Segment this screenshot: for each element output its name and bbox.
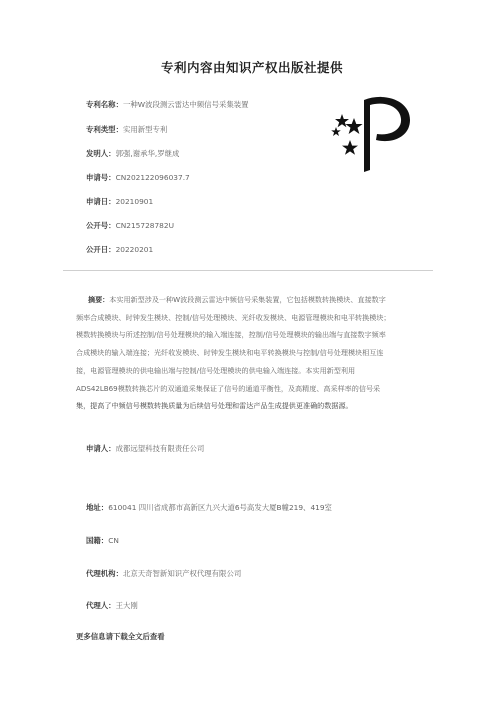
- field-value: 20210901: [115, 197, 154, 206]
- field-publication-number: [86, 221, 174, 231]
- star-icon: [335, 114, 349, 127]
- field-application-number: [86, 173, 190, 183]
- p-emblem-icon: [364, 97, 410, 172]
- field-value: 北京天奇智新知识产权代理有限公司: [122, 569, 242, 578]
- field-label: 申请日：: [86, 197, 116, 206]
- field-label: 申请号：: [86, 173, 116, 182]
- field-publication-date: [86, 245, 153, 255]
- abstract-label: 摘要：: [88, 295, 110, 304]
- field-value: 20220201: [115, 245, 154, 254]
- star-icon: [345, 118, 362, 134]
- abstract-text: 本实用新型涉及一种W波段测云雷达中频信号采集装置，它包括模数转换模块、直接数字: [109, 295, 386, 304]
- field-value: CN: [108, 536, 119, 545]
- field-value: 实用新型专利: [122, 125, 168, 134]
- field-agency: [86, 569, 241, 579]
- abstract-line: 模数转换模块与所述控制/信号处理模块的输入端连接，控制/信号处理模块的输出端与直接数字频率: [76, 330, 386, 340]
- field-label: 发明人：: [86, 149, 116, 158]
- field-label: 代理机构：: [86, 569, 123, 578]
- field-applicant: [86, 444, 204, 454]
- abstract-line: 接，电源管理模块的供电输出端与控制/信号处理模块的供电输入端连接。本实用新型利用: [76, 365, 356, 375]
- field-patent-type: [86, 125, 167, 135]
- field-value: 王大刚: [115, 601, 138, 610]
- field-label: 申请人：: [86, 444, 116, 453]
- field-inventors: [86, 149, 179, 159]
- abstract-section: [76, 291, 432, 415]
- abstract-line: [76, 291, 432, 309]
- abstract-line: 合成模块的输入端连接；光纤收发模块、时钟发生模块和电平转换模块与控制/信号处理模块相互连: [76, 348, 384, 358]
- field-label: 代理人：: [86, 601, 116, 610]
- field-value: CN202122096037.7: [115, 173, 190, 182]
- star-icon: [331, 127, 341, 136]
- page-title: 专利内容由知识产权出版社提供: [160, 60, 343, 75]
- field-address: [86, 503, 332, 513]
- field-label: 地址：: [86, 503, 109, 512]
- field-agent: [86, 601, 138, 611]
- abstract-line: ADS42LB69模数转换芯片的双通道采集保证了信号的通道平衡性，及高精度、高采样率的信号采: [76, 383, 381, 393]
- abstract-line: 频率合成模块、时钟发生模块、控制/信号处理模块、光纤收发模块、电源管理模块和电平转换模块；: [76, 312, 391, 322]
- field-label: 专利类型：: [86, 125, 123, 134]
- field-label: 专利名称：: [86, 100, 123, 109]
- field-nationality: [86, 536, 119, 546]
- field-label: 公开号：: [86, 221, 116, 230]
- field-value: 610041 四川省成都市高新区九兴大道6号高发大厦B幢219、419室: [108, 503, 332, 512]
- divider: [63, 270, 433, 271]
- field-value: 一种W波段测云雷达中频信号采集装置: [122, 100, 249, 109]
- field-value: CN215728782U: [115, 221, 174, 230]
- field-patent-name: [86, 100, 249, 110]
- field-value: 成都远望科技有限责任公司: [115, 444, 205, 453]
- field-value: 郭强,谢承华,罗继成: [115, 149, 180, 158]
- field-label: 国籍：: [86, 536, 109, 545]
- field-label: 公开日：: [86, 245, 116, 254]
- star-icon: [342, 140, 358, 155]
- field-application-date: [86, 197, 153, 207]
- publisher-logo-icon: [328, 94, 412, 172]
- more-info-note: 更多信息请下载全文后查看: [76, 632, 165, 641]
- abstract-line: 集，提高了中频信号模数转换质量为后续信号处理和雷达产品生成提供更准确的数据源。: [76, 401, 353, 411]
